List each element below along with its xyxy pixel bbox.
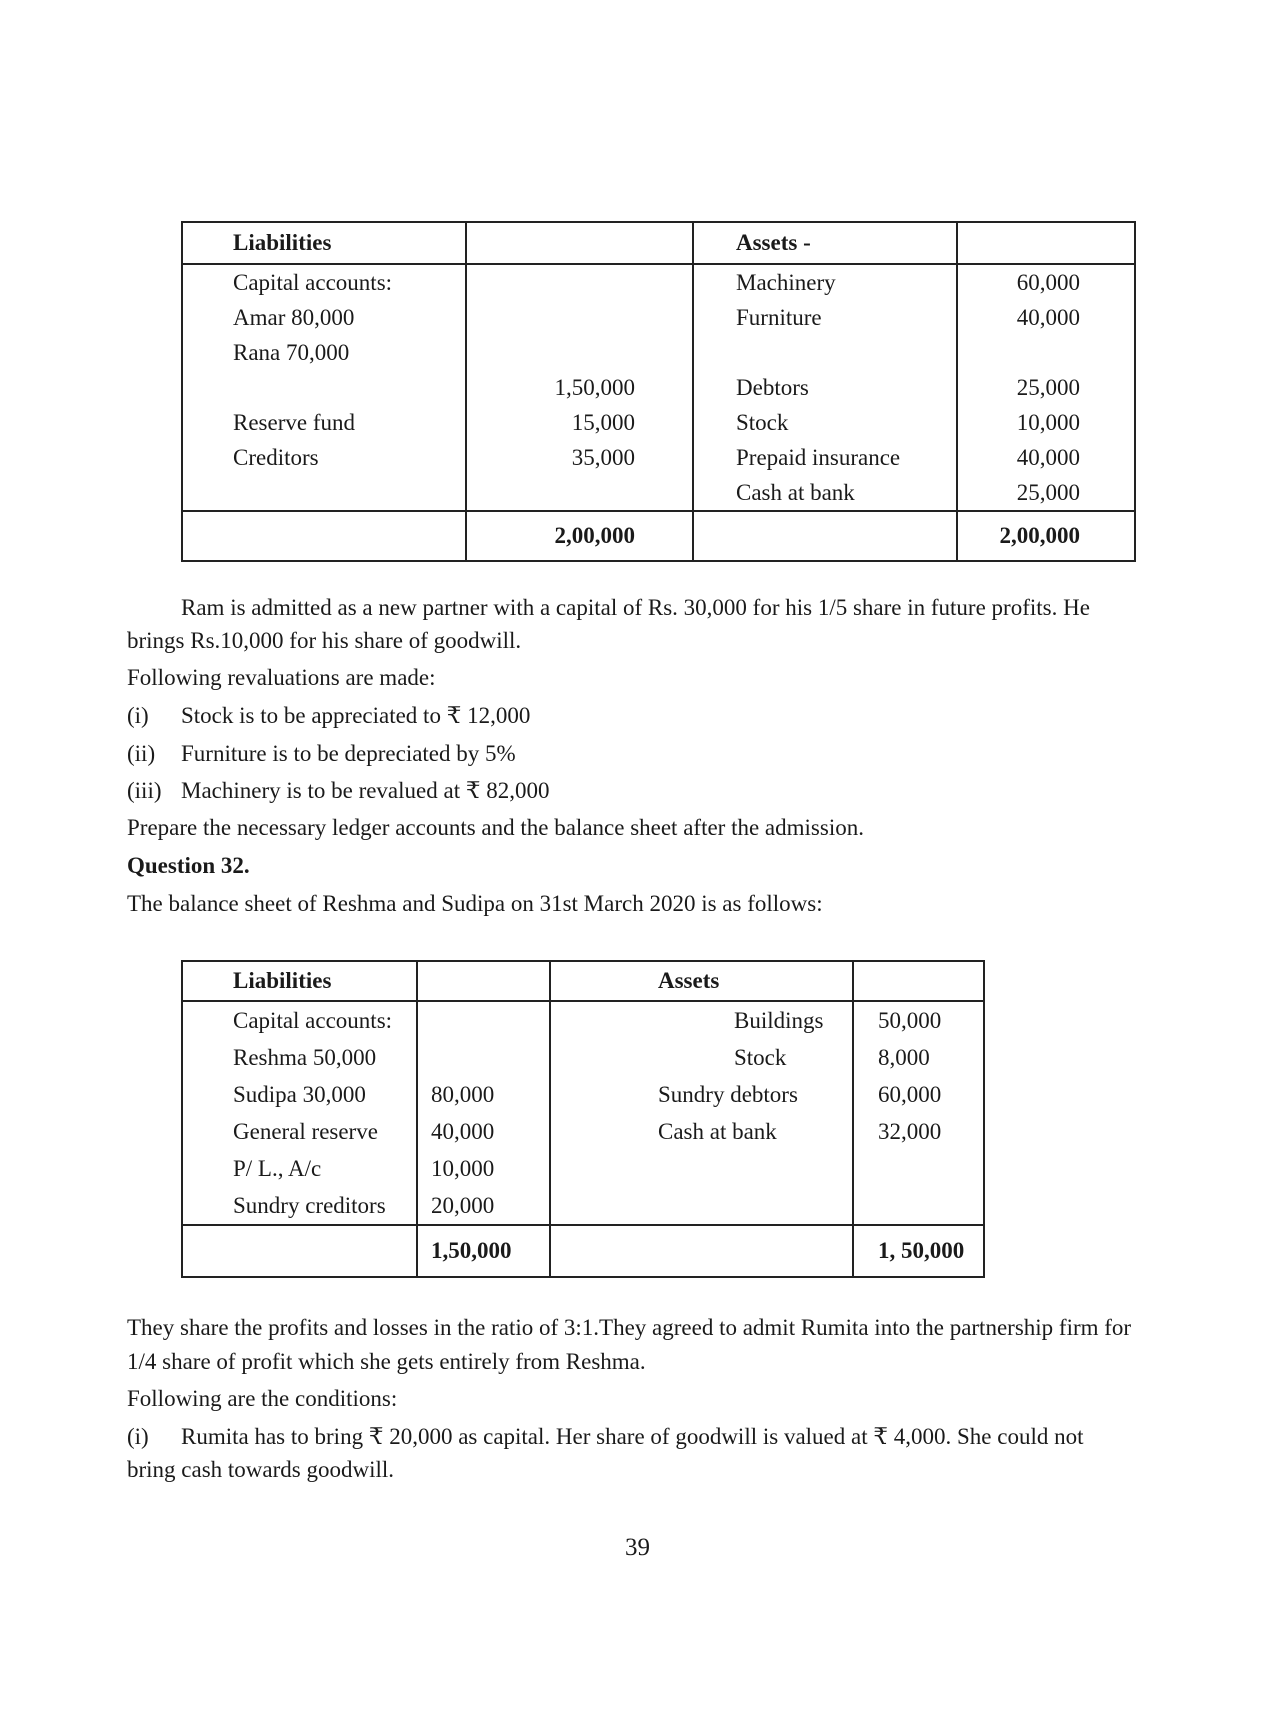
list-item <box>658 1187 852 1224</box>
item-text: Machinery is to be revalued at ₹ 82,000 <box>181 778 550 803</box>
question-heading: Question 32. <box>127 853 250 878</box>
list-item: Capital accounts: <box>233 270 393 295</box>
list-item <box>127 699 530 732</box>
list-item: 10,000 <box>431 1156 495 1181</box>
item-text: Furniture is to be depreciated by 5% <box>181 741 516 766</box>
liabilities-label-column <box>182 264 466 511</box>
table-header-row <box>182 222 1135 264</box>
list-item: Rana 70,000 <box>233 340 350 365</box>
liabilities-header: Liabilities <box>233 230 332 255</box>
list-item: Sudipa 30,000 <box>233 1082 366 1107</box>
list-item: Capital accounts: <box>233 1008 393 1033</box>
list-item: 8,000 <box>878 1045 930 1070</box>
liabilities-label-column <box>182 1001 417 1225</box>
list-item: 25,000 <box>1016 480 1080 505</box>
list-item: 1,50,000 <box>554 375 635 400</box>
total-assets: 2,00,000 <box>999 523 1080 548</box>
list-item: 60,000 <box>878 1082 942 1107</box>
list-item: 60,000 <box>1016 270 1080 295</box>
revaluation-intro: Following revaluations are made: <box>127 665 436 690</box>
table-body-row <box>182 264 1135 511</box>
paragraph-line: Ram is admitted as a new partner with a capital of Rs. 30,000 for his 1/5 share in future profits. He <box>181 595 1090 620</box>
instruction: Prepare the necessary ledger accounts and the balance sheet after the admission. <box>127 815 864 840</box>
list-item: 20,000 <box>431 1193 495 1218</box>
balance-sheet-table-2 <box>181 960 985 1278</box>
assets-amount-column <box>853 1001 984 1225</box>
list-item <box>878 1187 983 1224</box>
liabilities-amount-column <box>417 1001 550 1225</box>
list-item: 40,000 <box>1016 445 1080 470</box>
list-item <box>431 1002 549 1039</box>
list-item: Buildings <box>734 1008 824 1033</box>
list-item: Cash at bank <box>658 1119 777 1144</box>
table-header-row <box>182 961 984 1001</box>
list-item: Cash at bank <box>736 480 855 505</box>
list-item: 35,000 <box>571 445 635 470</box>
question-intro: The balance sheet of Reshma and Sudipa on 31st March 2020 is as follows: <box>127 891 823 916</box>
assets-header: Assets <box>658 968 720 993</box>
list-item <box>467 475 635 510</box>
liabilities-amount-column <box>466 264 693 511</box>
list-item <box>467 300 635 335</box>
list-item: Reshma 50,000 <box>233 1045 377 1070</box>
list-item <box>467 265 635 300</box>
list-item: Reserve fund <box>233 410 355 435</box>
list-item: 80,000 <box>431 1082 495 1107</box>
table-body-row <box>182 1001 984 1225</box>
list-item: Stock <box>734 1045 787 1070</box>
list-item <box>127 1420 1083 1453</box>
list-item <box>233 370 465 405</box>
list-item: 50,000 <box>878 1008 942 1033</box>
item-number: (iii) <box>127 778 162 803</box>
table-total-row <box>182 511 1135 561</box>
list-item <box>958 335 1080 370</box>
paragraph-line: bring cash towards goodwill. <box>127 1457 395 1482</box>
total-liabilities: 2,00,000 <box>554 523 635 548</box>
list-item: Prepaid insurance <box>736 445 901 470</box>
list-item: Stock <box>736 410 789 435</box>
list-item <box>431 1039 549 1076</box>
item-number: (ii) <box>127 741 156 766</box>
item-number: (i) <box>127 1424 149 1449</box>
list-item: 10,000 <box>1016 410 1080 435</box>
paragraph-line: 1/4 share of profit which she gets entirely from Reshma. <box>127 1349 646 1374</box>
list-item <box>233 475 465 510</box>
total-liabilities: 1,50,000 <box>431 1238 512 1263</box>
list-item <box>658 1150 852 1187</box>
list-item: Furniture <box>736 305 822 330</box>
table-total-row <box>182 1225 984 1277</box>
list-item: Sundry creditors <box>233 1193 386 1218</box>
item-text: Rumita has to bring ₹ 20,000 as capital. Her share of goodwill is valued at ₹ 4,000. She could not <box>181 1424 1084 1449</box>
list-item: 40,000 <box>431 1119 495 1144</box>
list-item: Sundry debtors <box>658 1082 798 1107</box>
list-item <box>127 737 516 770</box>
assets-amount-column <box>957 264 1135 511</box>
liabilities-header: Liabilities <box>233 968 332 993</box>
list-item <box>736 335 956 370</box>
conditions-intro: Following are the conditions: <box>127 1386 398 1411</box>
list-item: 25,000 <box>1016 375 1080 400</box>
total-assets: 1, 50,000 <box>878 1238 965 1263</box>
assets-label-column <box>550 1001 853 1225</box>
page-number: 39 <box>625 1534 650 1561</box>
list-item <box>127 774 549 807</box>
paragraph-line: brings Rs.10,000 for his share of goodwill. <box>127 628 522 653</box>
list-item: 15,000 <box>571 410 635 435</box>
list-item: Debtors <box>736 375 809 400</box>
list-item: General reserve <box>233 1119 378 1144</box>
list-item: Machinery <box>736 270 836 295</box>
item-number: (i) <box>127 703 149 728</box>
list-item <box>878 1150 983 1187</box>
paragraph-line: They share the profits and losses in the ratio of 3:1.They agreed to admit Rumita into the partnership firm for <box>127 1315 1132 1340</box>
list-item: Creditors <box>233 445 319 470</box>
list-item <box>467 335 635 370</box>
assets-label-column <box>693 264 957 511</box>
list-item: P/ L., A/c <box>233 1156 322 1181</box>
list-item: 40,000 <box>1016 305 1080 330</box>
assets-header: Assets - <box>736 230 811 255</box>
list-item: Amar 80,000 <box>233 305 355 330</box>
list-item: 32,000 <box>878 1119 942 1144</box>
item-text: Stock is to be appreciated to ₹ 12,000 <box>181 703 531 728</box>
balance-sheet-table-1 <box>181 221 1136 562</box>
